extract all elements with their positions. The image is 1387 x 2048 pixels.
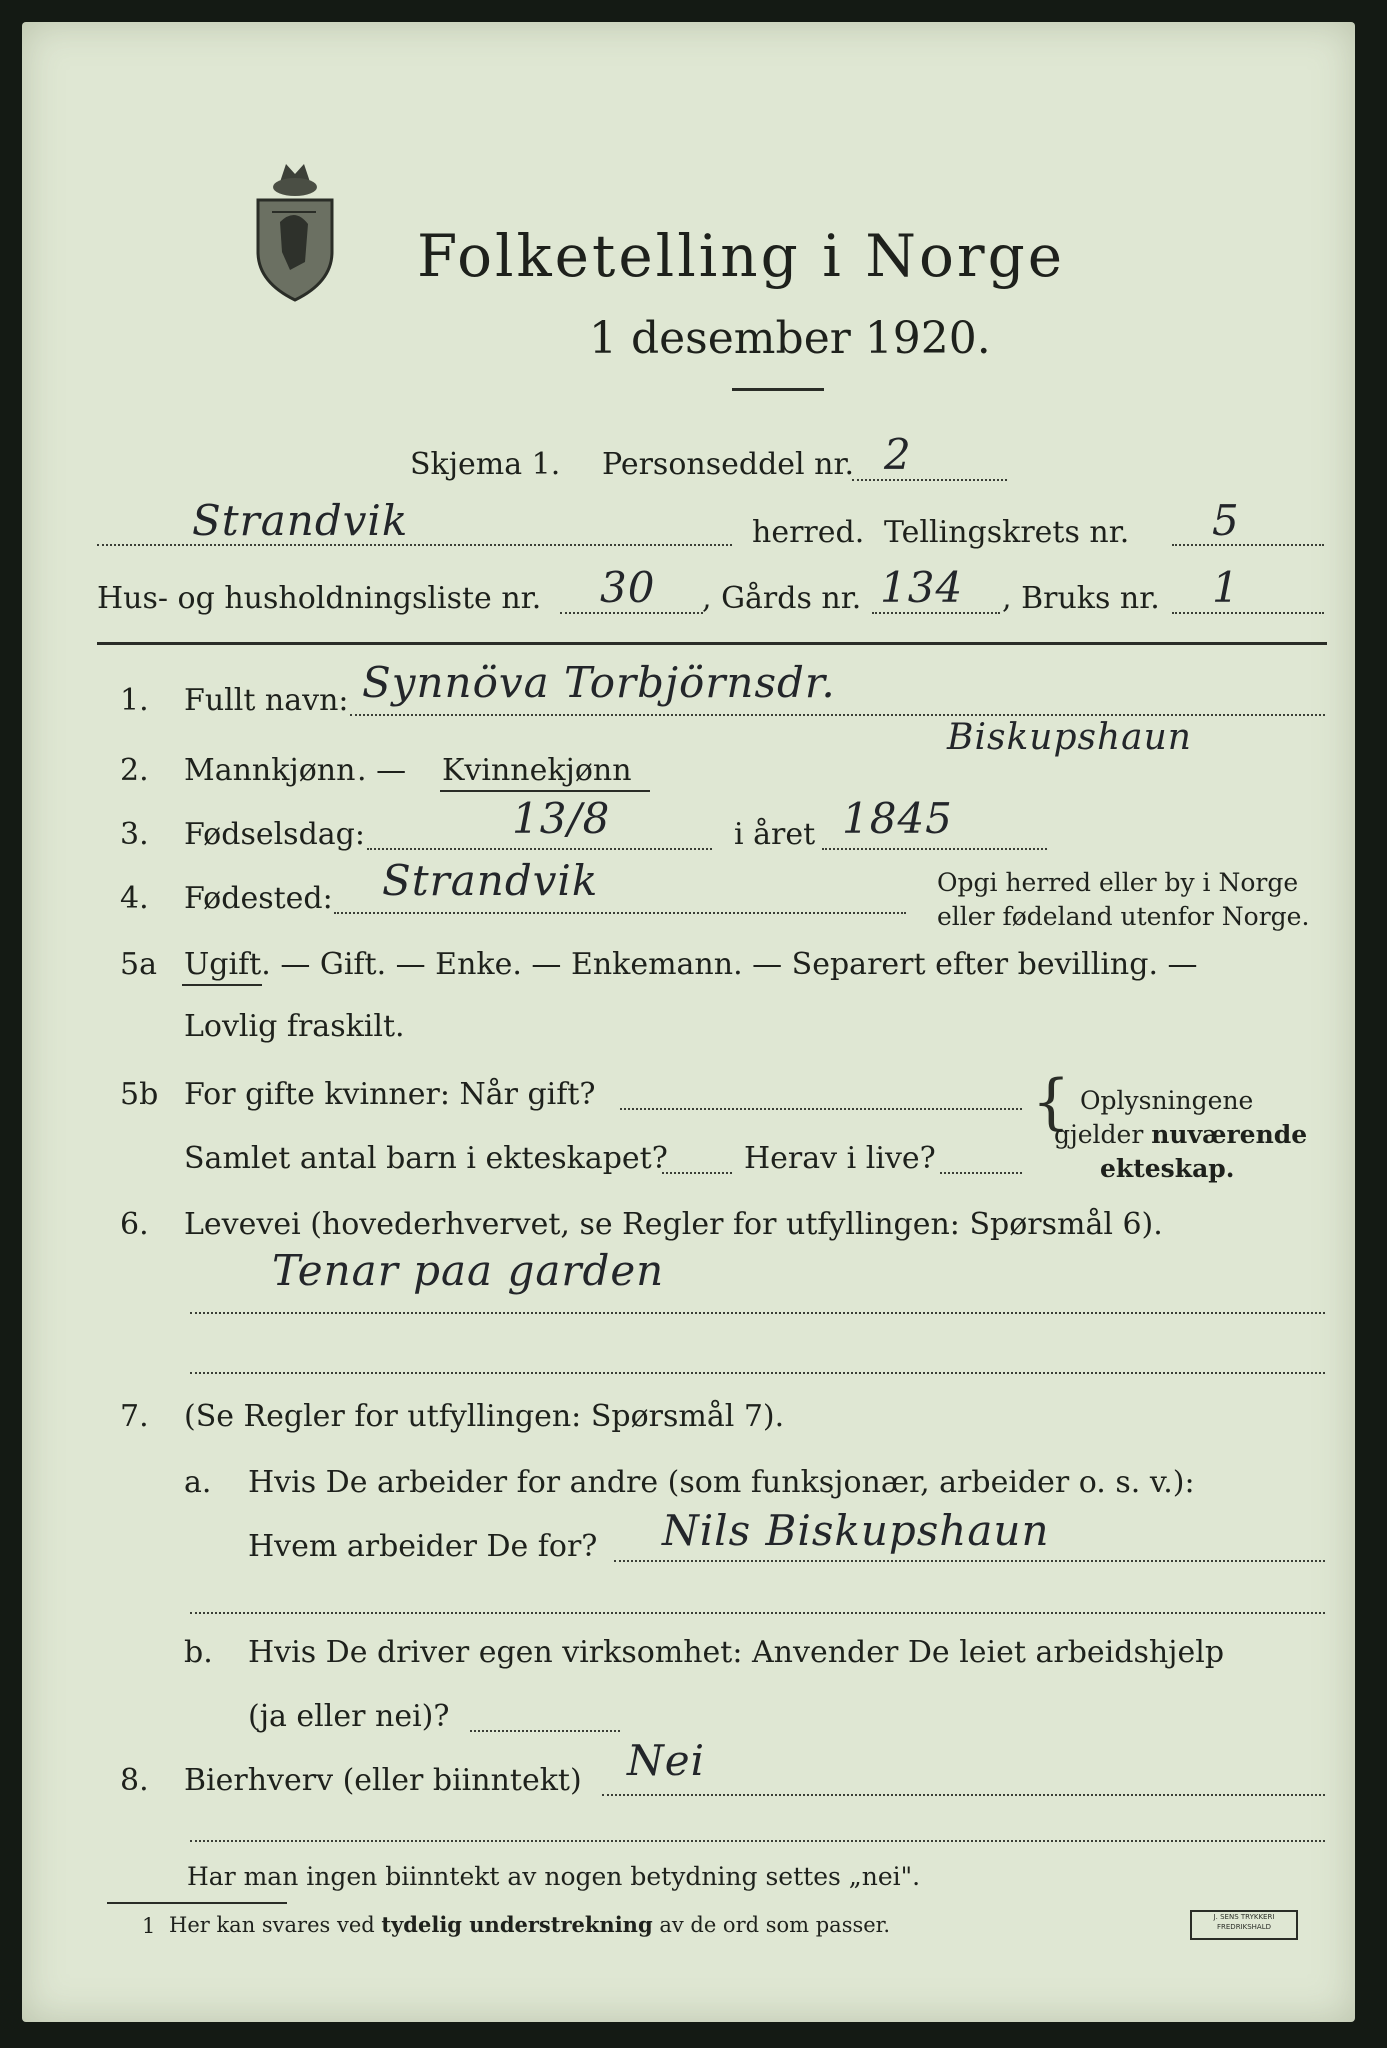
q2-female-underline: [440, 790, 650, 792]
q3-number: 3.: [120, 817, 149, 852]
q5b-line-2a: Samlet antal barn i ekteskapet?: [184, 1141, 668, 1176]
gards-value: 134: [880, 563, 964, 612]
side-income-value: Nei: [627, 1736, 706, 1785]
printer-stamp: [1190, 1910, 1298, 1940]
q5b-note-2a: gjelder: [1054, 1120, 1152, 1149]
herred-label: herred.: [752, 515, 865, 550]
q5a-ugift-underline: [182, 984, 262, 986]
birthday-field[interactable]: [367, 848, 712, 850]
tellingskrets-field[interactable]: [1172, 544, 1324, 546]
census-date: 1 desember 1920.: [589, 313, 991, 364]
q5b-brace: {: [1032, 1067, 1071, 1137]
full-name-value: Synnöva Torbjörnsdr.: [362, 658, 836, 707]
q3-year-label: i året: [734, 817, 816, 852]
q5b-number: 5b: [120, 1077, 159, 1112]
q6-label: Levevei (hovederhvervet, se Regler for utfyllingen: Spørsmål 6).: [184, 1207, 1163, 1242]
full-name-value-cont: Biskupshaun: [947, 717, 1192, 758]
full-name-field[interactable]: [350, 714, 1325, 716]
bruks-value: 1: [1212, 563, 1240, 612]
q1-number: 1.: [120, 683, 149, 718]
married-when-field[interactable]: [620, 1108, 1022, 1110]
q4-note-1: Opgi herred eller by i Norge: [937, 868, 1299, 897]
norway-coat-of-arms-icon: [250, 152, 340, 302]
q1-label: Fullt navn:: [184, 683, 349, 718]
q7b-letter: b.: [184, 1635, 213, 1670]
q5a-options-cont[interactable]: Lovlig fraskilt.: [184, 1009, 405, 1044]
q8-label: Bierhverv (eller biinntekt): [184, 1763, 582, 1798]
q5b-note-2b: nuværende: [1151, 1120, 1308, 1149]
stamp-line-2: FREDRIKSHALD: [1216, 1923, 1271, 1931]
birthplace-value: Strandvik: [382, 856, 599, 905]
title-divider: [732, 388, 824, 391]
footnote-text-c: av de ord som passer.: [652, 1913, 891, 1937]
schema-label: Skjema 1.: [410, 447, 561, 482]
q7a-line-2: Hvem arbeider De for?: [248, 1529, 598, 1564]
occupation-value: Tenar paa garden: [272, 1246, 665, 1295]
q2-number: 2.: [120, 753, 149, 788]
occupation-field-1[interactable]: [190, 1312, 1325, 1314]
q4-label: Fødested:: [184, 881, 333, 916]
q7a-letter: a.: [184, 1465, 212, 1500]
q7a-line-1: Hvis De arbeider for andre (som funksjonær, arbeider o. s. v.):: [248, 1465, 1195, 1500]
personseddel-field[interactable]: [852, 479, 1007, 481]
q5b-line-1: For gifte kvinner: Når gift?: [184, 1077, 596, 1112]
q7b-line-2: (ja eller nei)?: [248, 1699, 450, 1734]
q5b-line-2b: Herav i live?: [744, 1141, 936, 1176]
q5a-number: 5a: [120, 947, 157, 982]
q2-separator: . —: [357, 753, 407, 788]
personseddel-label: Personseddel nr.: [602, 447, 855, 482]
q8-number: 8.: [120, 1763, 149, 1798]
q2-male-option[interactable]: Mannkjønn: [184, 753, 356, 788]
hus-label: Hus- og husholdningsliste nr.: [97, 581, 542, 616]
form-title: Folketelling i Norge: [417, 222, 1066, 290]
q5a-options[interactable]: Ugift. — Gift. — Enke. — Enkemann. — Separert efter bevilling. —: [184, 947, 1198, 982]
gards-label: , Gårds nr.: [702, 581, 862, 616]
tellingskrets-label: Tellingskrets nr.: [884, 515, 1130, 550]
footnote-text-a: Her kan svares ved: [169, 1913, 382, 1937]
hus-field[interactable]: [560, 612, 703, 614]
q4-number: 4.: [120, 881, 149, 916]
footnote-marker: 1: [142, 1914, 156, 1938]
side-income-field-2[interactable]: [190, 1840, 1325, 1842]
children-total-field[interactable]: [662, 1172, 732, 1174]
footnote-rule: [107, 1902, 287, 1904]
q6-number: 6.: [120, 1207, 149, 1242]
q2-female-option[interactable]: Kvinnekjønn: [442, 753, 632, 788]
herred-value: Strandvik: [192, 496, 409, 545]
footnote-text-b: tydelig understrekning: [381, 1912, 653, 1937]
children-alive-field[interactable]: [940, 1172, 1022, 1174]
side-income-field[interactable]: [602, 1794, 1325, 1796]
birthplace-field[interactable]: [334, 912, 906, 914]
employer-field-2[interactable]: [190, 1612, 1325, 1614]
occupation-field-2[interactable]: [190, 1372, 1325, 1374]
q4-note-2: eller fødeland utenfor Norge.: [937, 902, 1310, 931]
employer-field[interactable]: [614, 1560, 1325, 1562]
header-rule: [97, 642, 1327, 645]
q5b-note-1: Oplysningene: [1080, 1086, 1254, 1115]
stamp-line-1: J. SENS TRYKKERI: [1213, 1913, 1275, 1921]
bruks-field[interactable]: [1172, 612, 1324, 614]
gards-field[interactable]: [872, 612, 1000, 614]
bruks-label: , Bruks nr.: [1002, 581, 1160, 616]
hus-value: 30: [600, 563, 656, 612]
q5b-note-2: [1054, 1122, 1307, 1147]
q7-number: 7.: [120, 1399, 149, 1434]
census-form-sheet: [22, 22, 1355, 2022]
q7b-line-1: Hvis De driver egen virksomhet: Anvender De leiet arbeidshjelp: [248, 1635, 1225, 1670]
q3-label: Fødselsdag:: [184, 817, 365, 852]
personseddel-value: 2: [884, 430, 912, 479]
hired-help-field[interactable]: [470, 1730, 620, 1732]
birth-year-value: 1845: [842, 794, 953, 843]
tellingskrets-value: 5: [1212, 496, 1240, 545]
q8-note: Har man ingen biinntekt av nogen betydning settes „nei".: [187, 1862, 921, 1891]
footnote-text: [169, 1914, 890, 1936]
q5b-note-3: ekteskap.: [1100, 1154, 1235, 1183]
birth-year-field[interactable]: [822, 848, 1047, 850]
employer-value: Nils Biskupshaun: [662, 1506, 1050, 1555]
birthday-value: 13/8: [512, 794, 611, 843]
q7-label: (Se Regler for utfyllingen: Spørsmål 7).: [184, 1399, 785, 1434]
